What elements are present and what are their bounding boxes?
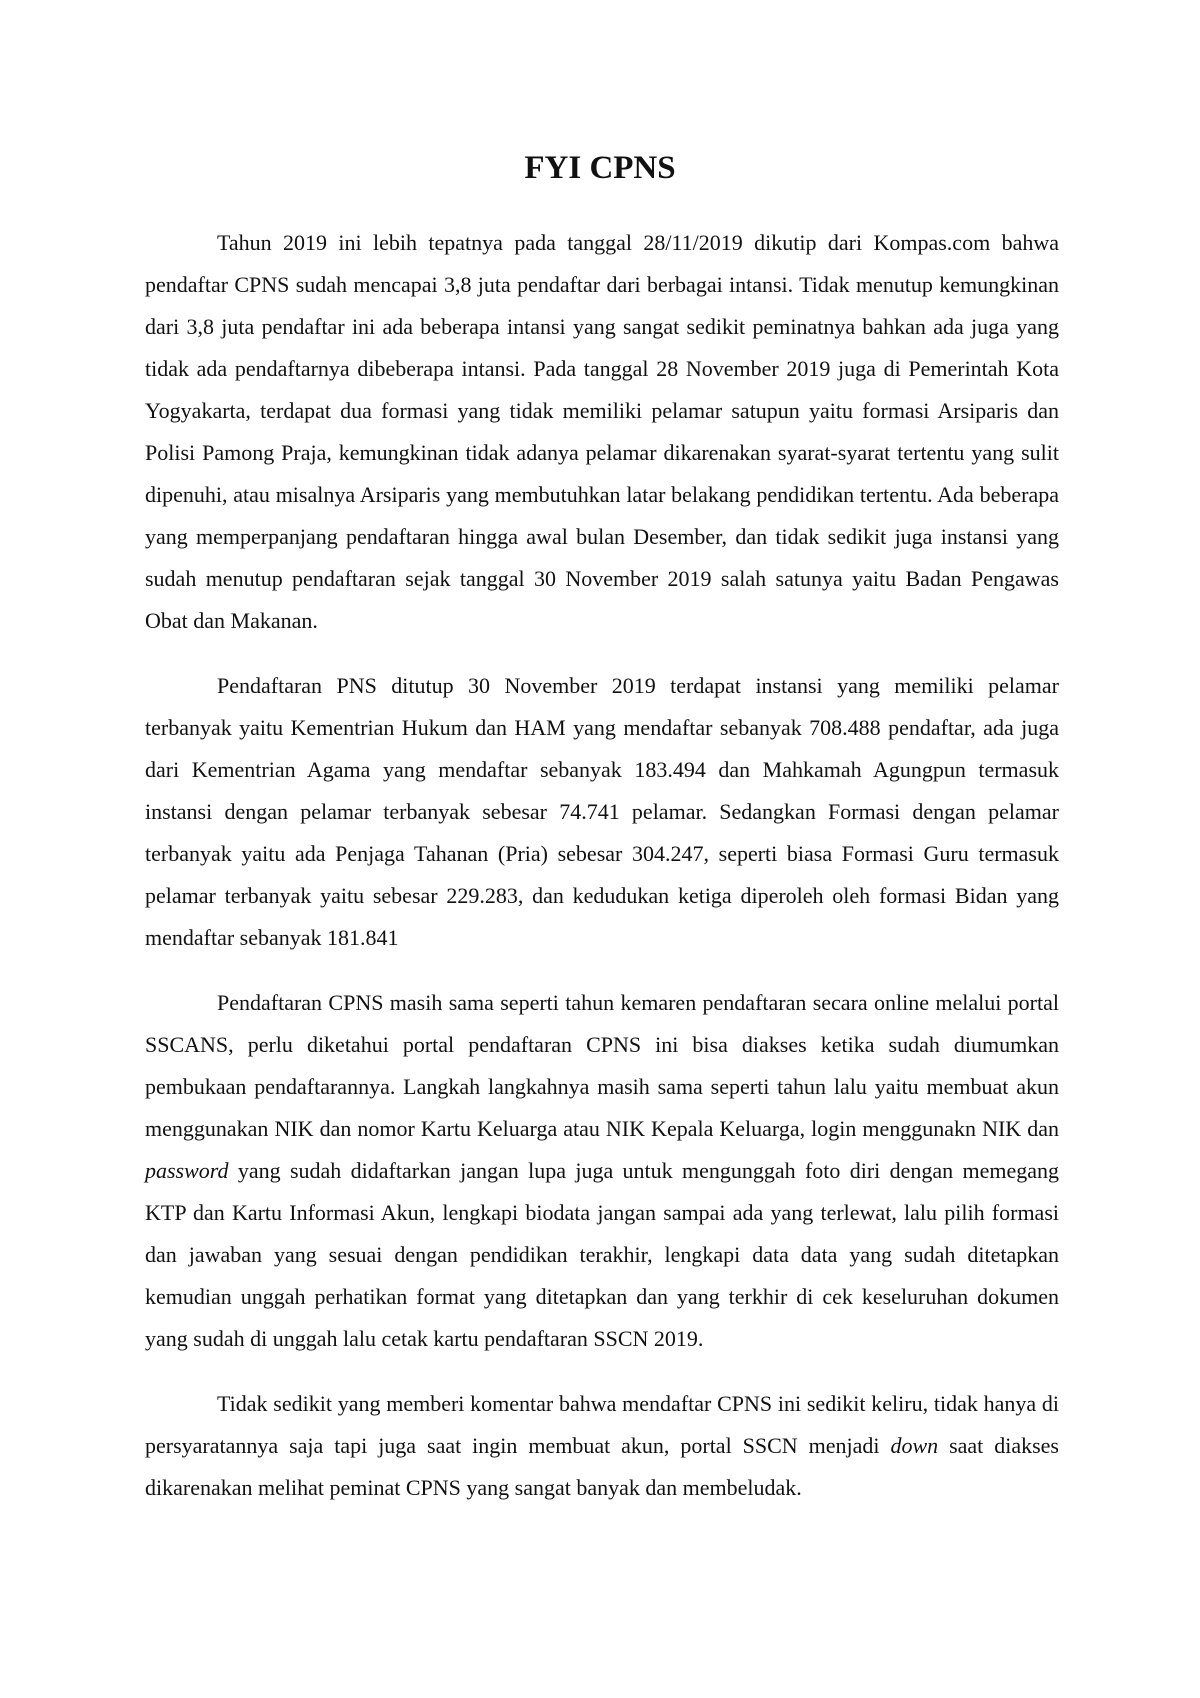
paragraph-3: [145, 982, 1059, 1360]
italic-term-password: password: [145, 1158, 229, 1183]
italic-term-down: down: [890, 1433, 939, 1458]
paragraph-text: Tahun 2019 ini lebih tepatnya pada tanggal 28/11/2019 dikutip dari Kompas.com bahwa pendaftar CPNS sudah mencapai 3,8 juta pendaftar dari berbagai intansi. Tidak menutup kemungkinan dari 3,8 juta pendaftar ini ada beberapa intansi yang sangat sedikit peminatnya bahkan ada juga yang tidak ada pendaftarnya dibeberapa intansi. Pada tanggal 28 November 2019 juga di Pemerintah Kota Yogyakarta, terdapat dua formasi yang tidak memiliki pelamar satupun yaitu formasi Arsiparis dan Polisi Pamong Praja, kemungkinan tidak adanya pelamar dikarenakan syarat-syarat tertentu yang sulit dipenuhi, atau misalnya Arsiparis yang membutuhkan latar belakang pendidikan tertentu. Ada beberapa yang memperpanjang pendaftaran hingga awal bulan Desember, dan tidak sedikit juga instansi yang sudah menutup pendaftaran sejak tanggal 30 November 2019 salah satunya yaitu Badan Pengawas Obat dan Makanan.: [145, 230, 1059, 633]
paragraph-text: Pendaftaran CPNS masih sama seperti tahun kemaren pendaftaran secara online melalui portal SSCANS, perlu diketahui portal pendaftaran CPNS ini bisa diakses ketika sudah diumumkan pembukaan pendaftarannya. Langkah langkahnya masih sama seperti tahun lalu yaitu membuat akun menggunakan NIK dan nomor Kartu Keluarga atau NIK Kepala Keluarga, login menggunakn NIK dan: [145, 990, 1059, 1141]
document-body: [145, 222, 1059, 1532]
paragraph-4: [145, 1383, 1059, 1509]
paragraph-text: Pendaftaran PNS ditutup 30 November 2019 terdapat instansi yang memiliki pelamar terbanyak yaitu Kementrian Hukum dan HAM yang mendaftar sebanyak 708.488 pendaftar, ada juga dari Kementrian Agama yang mendaftar sebanyak 183.494 dan Mahkamah Agungpun termasuk instansi dengan pelamar terbanyak sebesar 74.741 pelamar. Sedangkan Formasi dengan pelamar terbanyak yaitu ada Penjaga Tahanan (Pria) sebesar 304.247, seperti biasa Formasi Guru termasuk pelamar terbanyak yaitu sebesar 229.283, dan kedudukan ketiga diperoleh oleh formasi Bidan yang mendaftar sebanyak 181.841: [145, 673, 1059, 950]
paragraph-2: [145, 665, 1059, 959]
paragraph-text: yang sudah didaftarkan jangan lupa juga untuk mengunggah foto diri dengan memegang KTP dan Kartu Informasi Akun, lengkapi biodata jangan sampai ada yang terlewat, lalu pilih formasi dan jawaban yang sesuai dengan pendidikan terakhir, lengkapi data data yang sudah ditetapkan kemudian unggah perhatikan format yang ditetapkan dan yang terkhir di cek keseluruhan dokumen yang sudah di unggah lalu cetak kartu pendaftaran SSCN 2019.: [145, 1158, 1059, 1351]
paragraph-text: Tidak sedikit yang memberi komentar bahwa mendaftar CPNS ini sedikit keliru, tidak hanya di persyaratannya saja tapi juga saat ingin membuat akun, portal SSCN menjadi: [145, 1391, 1059, 1458]
paragraph-1: [145, 222, 1059, 642]
document-title: FYI CPNS: [524, 150, 676, 186]
paragraph-text: saat diakses dikarenakan melihat peminat CPNS yang sangat banyak dan membeludak.: [145, 1433, 1059, 1500]
